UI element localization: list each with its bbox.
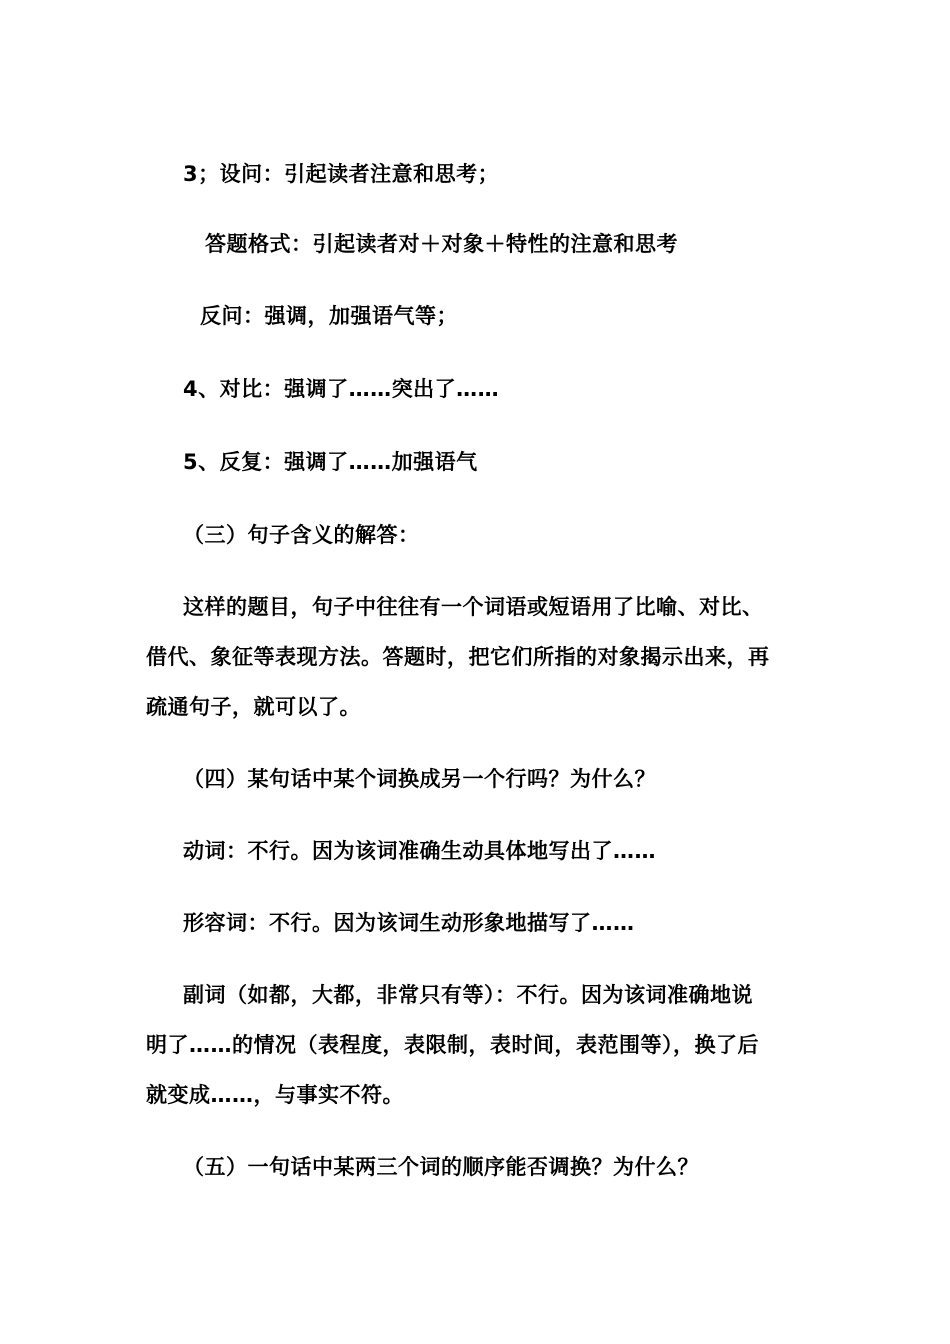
- paragraph-line: 明了……的情况（表程度，表限制，表时间，表范围等），换了后: [146, 1033, 759, 1057]
- line-rhetorical-question: 3；设问：引起读者注意和思考；: [183, 162, 500, 186]
- section-heading-5: （五）一句话中某两三个词的顺序能否调换？为什么？: [183, 1155, 699, 1179]
- paragraph-line: 副词（如都，大都，非常只有等）：不行。因为该词准确地说: [183, 983, 753, 1007]
- line-adjective: 形容词：不行。因为该词生动形象地描写了……: [183, 911, 635, 935]
- section-heading-4: （四）某句话中某个词换成另一个行吗？为什么？: [183, 767, 656, 791]
- paragraph-line: 这样的题目，句子中往往有一个词语或短语用了比喻、对比、: [183, 595, 764, 619]
- paragraph-line: 就变成……，与事实不符。: [146, 1083, 404, 1107]
- line-counter-question: 反问：强调，加强语气等；: [200, 304, 458, 328]
- line-contrast: 4、对比：强调了……突出了……: [183, 377, 500, 401]
- line-answer-format: 答题格式：引起读者对＋对象＋特性的注意和思考: [205, 232, 678, 256]
- paragraph-line: 借代、象征等表现方法。答题时，把它们所指的对象揭示出来，再: [146, 645, 770, 669]
- line-repetition: 5、反复：强调了……加强语气: [183, 450, 478, 474]
- section-heading-3: （三）句子含义的解答：: [183, 523, 420, 547]
- line-verb: 动词：不行。因为该词准确生动具体地写出了……: [183, 839, 656, 863]
- paragraph-line: 疏通句子，就可以了。: [146, 695, 361, 719]
